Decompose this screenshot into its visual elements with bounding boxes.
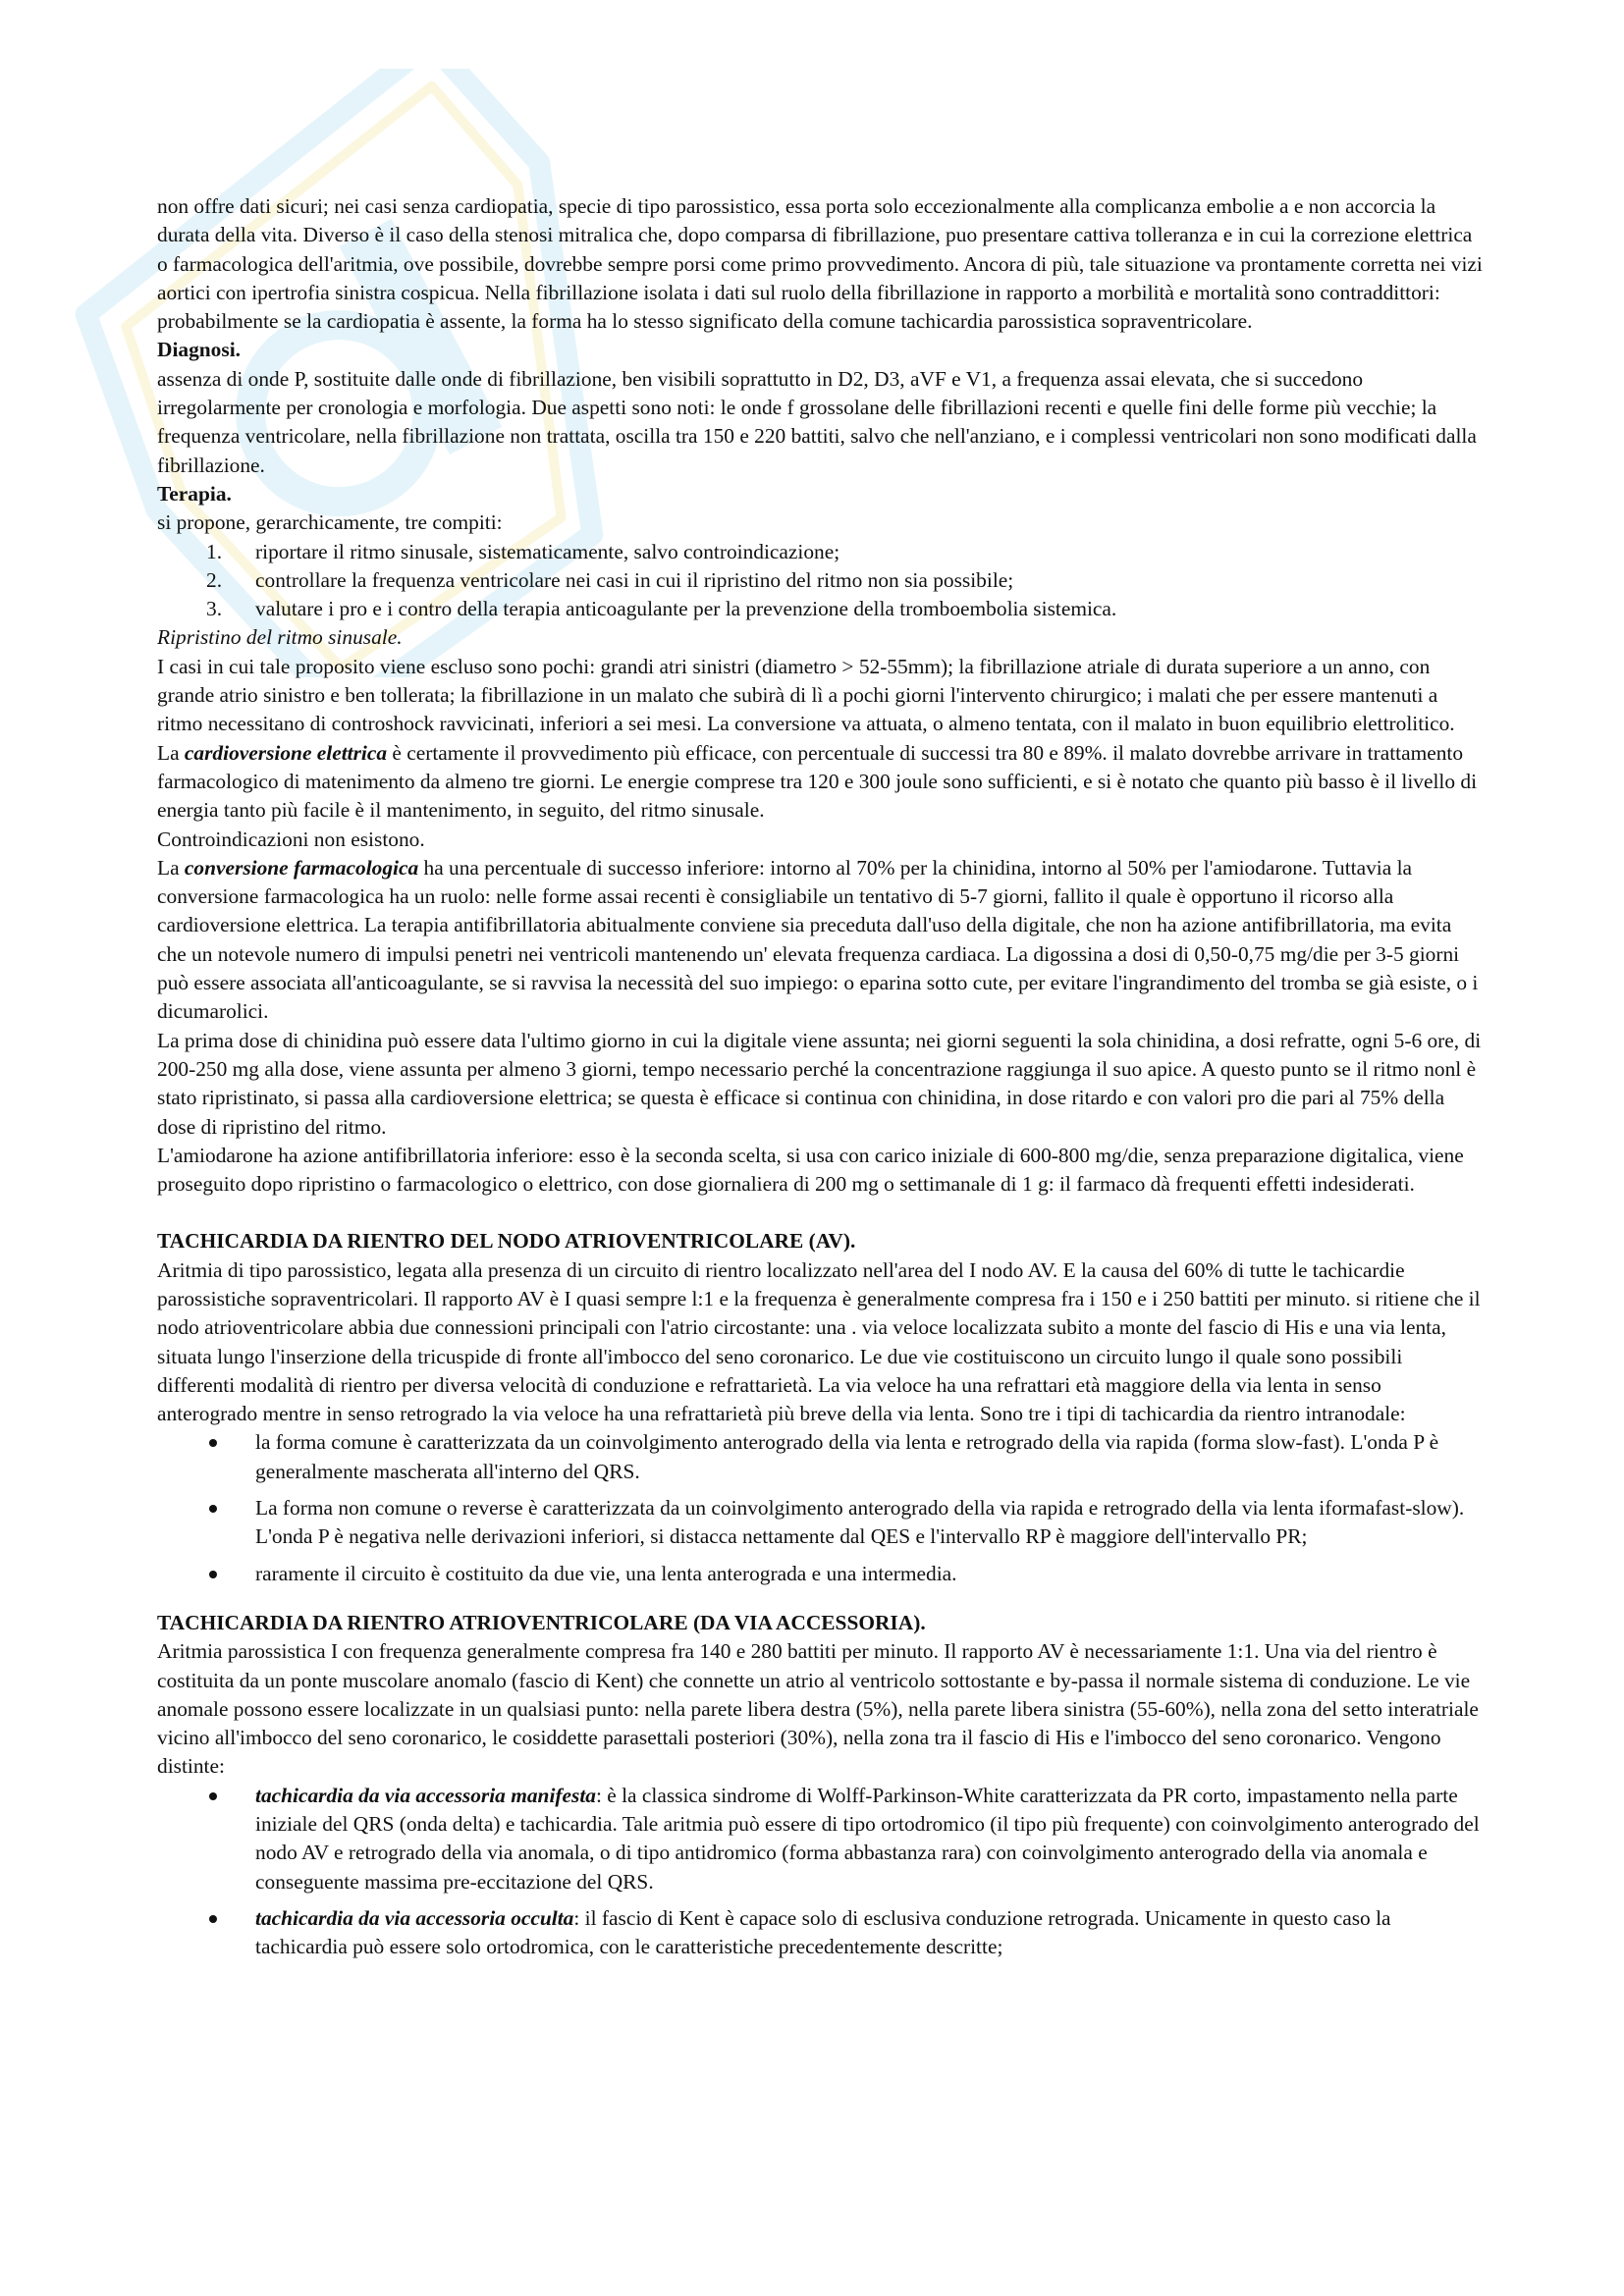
list-item (157, 595, 1483, 623)
av-node-bullets (157, 1428, 1483, 1587)
document-page (157, 192, 1483, 1970)
av-node-paragraph: Aritmia di tipo parossistico, legata alla presenza di un circuito di rientro localizzato nell'area del I nodo AV. E la causa del 60% di tutte le tachicardie parossistiche sopraventricolari. Il rapporto AV è I quasi sempre l:1 e la frequenza è generalmente compresa fra i 150 e i 250 battiti per minuto. si ritiene che il nodo atrioventricolare abbia due connessioni principali con l'atrio circostante: una . via veloce localizzata subito a monte del fascio di His e una via lenta, situata lungo l'inserzione della tricuspide di fronte all'imbocco del seno coronarico. Le due vie costituiscono un circuito lungo il quale sono possibili differenti modalità di rientro per diversa velocità di conduzione e refrattarietà. La via veloce ha una refrattari età maggiore della via lenta in senso anterogrado mentre in senso retrogrado la via veloce ha una refrattarietà più breve della via lenta. Sono tre i tipi di tachicardia da rientro intranodale: (157, 1257, 1481, 1426)
list-item (157, 1904, 1483, 1962)
bullet-term: tachicardia da via accessoria manifesta (255, 1783, 596, 1807)
accessory-paragraph: Aritmia parossistica I con frequenza generalmente compresa fra 140 e 280 battiti per minuto. Il rapporto AV è necessariamente 1:1. Una via del rientro è costituita da un ponte muscolare anomalo (fascio di Kent) che connette un atrio al ventricolo sottostante e by-passa il normale sistema di conduzione. Le vie anomale possono essere localizzate in un qualsiasi punto: nella parete libera destra (5%), nella parete libera sinistra (55-60%), nella zona del setto interatriale vicino all'imbocco del seno coronarico, le cosiddette parasettali posteriori (30%), nella zona tra il fascio di His e l'imbocco del seno coronarico. Vengono distinte: (157, 1639, 1479, 1779)
terapia-heading: Terapia. (157, 481, 232, 506)
diagnosi-heading: Diagnosi. (157, 338, 241, 362)
controindicazioni-line: Controindicazioni non esistono. (157, 827, 425, 851)
farm-term: conversione farmacologica (184, 855, 419, 880)
cardio-post: è certamente il provvedimento più efficace, con percentuale di successi tra 80 e 89%. il malato dovrebbe arrivare in trattamento farmacologico di matenimento da almeno tre giorni. Le energie comprese tra 120 e 300 joule sono sufficienti, e si è notato che quanto più basso è il livello di energia tanto più facile è il mantenimento, in seguito, del ritmo sinusale. (157, 740, 1478, 823)
list-item (157, 566, 1483, 595)
list-text: controllare la frequenza ventricolare nei casi in cui il ripristino del ritmo non sia possibile; (255, 567, 1014, 592)
farmacologica-paragraph (157, 854, 1483, 1027)
list-item: raramente il circuito è costituito da due vie, una lenta anterograda e una intermedia. (157, 1560, 1483, 1588)
list-item: La forma non comune o reverse è caratterizzata da un coinvolgimento anterogrado della via rapida e retrogrado della via lenta iformafast-slow). L'onda P è negativa nelle derivazioni inferiori, si distacca nettamente dal QES e l'intervallo RP è maggiore dell'intervallo PR; (157, 1494, 1483, 1552)
terapia-intro: si propone, gerarchicamente, tre compiti: (157, 510, 503, 535)
bullet-term: tachicardia da via accessoria occulta (255, 1905, 574, 1930)
terapia-list (157, 538, 1483, 624)
accessory-bullets (157, 1782, 1483, 1962)
diagnosi-paragraph: assenza di onde P, sostituite dalle onde di fibrillazione, ben visibili soprattutto in D2, D3, aVF e V1, a frequenza assai elevata, che si succedono irregolarmente per cronologia e morfologia. Due aspetti sono noti: le onde f grossolane delle fibrillazioni recenti e quelle fini delle forme più vecchie; la frequenza ventricolare, nella fibrillazione non trattata, oscilla tra 150 e 220 battiti, salvo che nell'anziano, e i complessi ventricolari non sono modificati dalla fibrillazione. (157, 366, 1477, 477)
list-item (157, 538, 1483, 566)
bullet-text: : il fascio di Kent è capace solo di esclusiva conduzione retrograda. Unicamente in questo caso la tachicardia può essere solo ortodromica, con le caratteristiche precedentemente descritte; (255, 1905, 1391, 1959)
cardio-term: cardioversione elettrica (184, 740, 388, 765)
intro-paragraph: non offre dati sicuri; nei casi senza cardiopatia, specie di tipo parossistico, essa porta solo eccezionalmente alla complicanza embolie a e non accorcia la durata della vita. Diverso è il caso della stenosi mitralica che, dopo comparsa di fibrillazione, puo presentare cattiva tolleranza e in cui la correzione elettrica o farmacologica dell'aritmia, ove possibile, dovrebbe sempre porsi come primo provvedimento. Ancora di più, tale situazione va prontamente corretta nei vizi aortici con ipertrofia sinistra cospicua. Nella fibrillazione isolata i dati sul ruolo della fibrillazione in rapporto a morbilità e mortalità sono contraddittori: probabilmente se la cardiopatia è assente, la forma ha lo stesso significato della comune tachicardia parossistica sopraventricolare. (157, 194, 1483, 334)
ripristino-paragraph: I casi in cui tale proposito viene escluso sono pochi: grandi atri sinistri (diametro > 52-55mm); la fibrillazione atriale di durata superiore a un anno, con grande atrio sinistro e ben tollerata; la fibrillazione in un malato che subirà di lì a pochi giorni l'intervento chirurgico; i malati che per essere mantenuti a ritmo necessitano di controshock ravvicinati, inferiori a sei mesi. La conversione va attuata, o almeno tentata, con il malato in buon equilibrio elettrolitico. (157, 654, 1455, 736)
list-text: valutare i pro e i contro della terapia anticoagulante per la prevenzione della tromboembolia sistemica. (255, 597, 1117, 621)
ripristino-heading: Ripristino del ritmo sinusale. (157, 625, 403, 650)
list-text: riportare il ritmo sinusale, sistematicamente, salvo controindicazione; (255, 539, 840, 563)
accessory-heading: TACHICARDIA DA RIENTRO ATRIOVENTRICOLARE (DA VIA ACCESSORIA). (157, 1610, 926, 1634)
amiodarone-paragraph: L'amiodarone ha azione antifibrillatoria inferiore: esso è la seconda scelta, si usa con carico iniziale di 600-800 mg/die, senza preparazione digitalica, viene proseguito dopo ripristino o farmacologico o elettrico, con dose giornaliera di 200 mg o settimanale di 1 g: il farmaco dà frequenti effetti indesiderati. (157, 1143, 1464, 1197)
list-item (157, 1782, 1483, 1896)
farm-pre: La (157, 855, 185, 880)
cardioversione-paragraph (157, 739, 1483, 826)
chinidina-paragraph: La prima dose di chinidina può essere data l'ultimo giorno in cui la digitale viene assunta; nei giorni seguenti la sola chinidina, a dosi refratte, ogni 5-6 ore, di 200-250 mg alla dose, viene assunta per almeno 3 giorni, tempo necessario perché la concentrazione raggiunga il suo apice. A questo punto se il ritmo nonl è stato ripristinato, si passa alla cardioversione elettrica; se questa è efficace si continua con chinidina, in dose ritardo e con valori pro die pari al 75% della dose di ripristino del ritmo. (157, 1028, 1482, 1139)
av-node-heading: TACHICARDIA DA RIENTRO DEL NODO ATRIOVENTRICOLARE (AV). (157, 1229, 856, 1254)
list-number: 2. (206, 567, 223, 592)
list-number: 1. (206, 539, 223, 563)
list-number: 3. (206, 597, 223, 621)
bullet-text: : è la classica sindrome di Wolff-Parkinson-White caratterizzata da PR corto, impastamento nella parte iniziale del QRS (onda delta) e tachicardia. Tale aritmia può essere di tipo ortodromico (il tipo più frequente) con coinvolgimento anterogrado del nodo AV e retrogrado della via anomala, o di tipo antidromico (forma abbastanza rara) con coinvolgimento anterogrado della via anomala e conseguente massima pre-eccitazione del QRS. (255, 1783, 1480, 1894)
farm-post: ha una percentuale di successo inferiore: intorno al 70% per la chinidina, intorno al 50% per l'amiodarone. Tuttavia la conversione farmacologica ha un ruolo: nelle forme assai recenti è consigliabile un tentativo di 5-7 giorni, fallito il quale è opportuno il ricorso alla cardioversione elettrica. La terapia antifibrillatoria abitualmente conviene sia preceduta dall'uso della digitale, che non ha azione antifibrillatoria, ma evita che un notevole numero di impulsi penetri nei ventricoli mantenendo un' elevata frequenza cardiaca. La digossina a dosi di 0,50-0,75 mg/die per 3-5 giorni può essere associata all'anticoagulante, se si ravvisa la necessità del suo impiego: o eparina sotto cute, per evitare l'ingrandimento del tromba se già esiste, o i dicumarolici. (157, 855, 1479, 1024)
list-item: la forma comune è caratterizzata da un coinvolgimento anterogrado della via lenta e retrogrado della via rapida (forma slow-fast). L'onda P è generalmente mascherata all'interno del QRS. (157, 1428, 1483, 1486)
cardio-pre: La (157, 740, 185, 765)
